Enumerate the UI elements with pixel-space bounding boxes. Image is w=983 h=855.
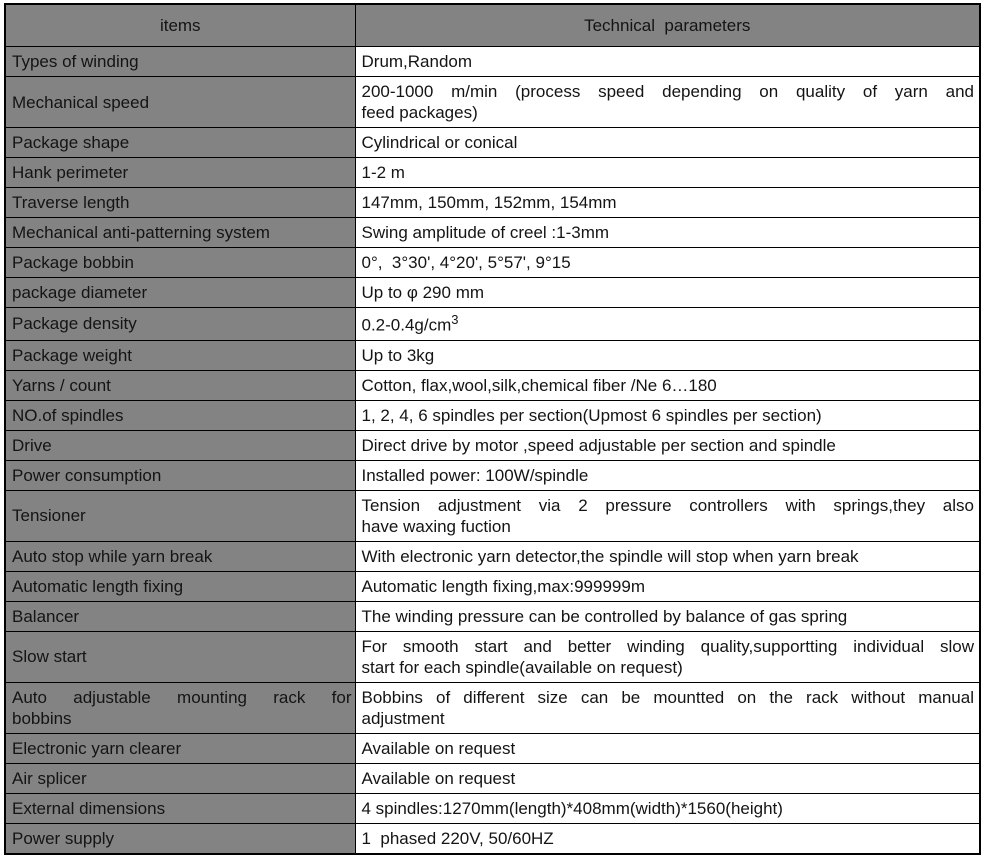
value-cell-line: Available on request: [361, 768, 516, 788]
item-cell: [5, 631, 355, 682]
value-cell: [355, 823, 980, 854]
value-cell: [355, 158, 980, 188]
item-cell: [5, 763, 355, 793]
item-cell: [5, 571, 355, 601]
value-cell-line: Bobbins of different size can be mountted on the rack without manual: [361, 687, 974, 707]
value-cell-line: Cylindrical or conical: [361, 133, 518, 152]
item-cell: [5, 77, 355, 128]
item-cell-line: NO.of spindles: [12, 405, 124, 425]
value-cell-line: feed packages): [361, 103, 478, 122]
value-cell-line: 1-2 m: [361, 163, 405, 182]
table-row: [5, 188, 980, 218]
item-cell: [5, 128, 355, 158]
item-cell: [5, 370, 355, 400]
table-body: [5, 47, 980, 854]
value-cell-line: adjustment: [361, 708, 445, 728]
item-cell: [5, 823, 355, 854]
item-cell-line: Package shape: [12, 133, 130, 152]
item-cell-line: Package density: [12, 314, 137, 334]
value-cell: [355, 460, 980, 490]
table-row: [5, 460, 980, 490]
value-cell: [355, 370, 980, 400]
item-cell-line: Drive: [12, 435, 52, 455]
value-cell: [355, 218, 980, 248]
item-cell-line: Traverse length: [12, 193, 130, 212]
value-cell: [355, 47, 980, 77]
value-cell: [355, 278, 980, 308]
value-cell-line: Available on request: [361, 738, 516, 758]
value-cell-line: Swing amplitude of creel :1-3mm: [361, 223, 610, 242]
item-cell: [5, 430, 355, 460]
value-cell: [355, 340, 980, 370]
item-cell-line: Power consumption: [12, 465, 162, 485]
item-cell-line: Mechanical anti-patterning system: [12, 223, 270, 242]
item-cell: [5, 218, 355, 248]
item-cell-line: Package bobbin: [12, 253, 134, 272]
table-row: [5, 541, 980, 571]
value-cell-line: 1 phased 220V, 50/60HZ: [361, 828, 554, 848]
table-row: [5, 218, 980, 248]
value-cell-line: $0.2-0.4g/cm^3$: [361, 312, 459, 335]
value-cell-line: 0°, 3°30', 4°20', 5°57', 9°15: [361, 253, 571, 272]
value-cell: [355, 430, 980, 460]
column-header-parameters: Technical parameters: [355, 4, 980, 47]
item-cell: [5, 733, 355, 763]
value-cell-line: Direct drive by motor ,speed adjustable per section and spindle: [361, 435, 836, 455]
item-cell-line: Mechanical speed: [12, 92, 150, 112]
item-cell: [5, 308, 355, 341]
value-cell-line: 147mm, 150mm, 152mm, 154mm: [361, 193, 617, 212]
item-cell-line: Auto adjustable mounting rack for: [12, 687, 352, 707]
table-row: [5, 490, 980, 541]
table-row: [5, 793, 980, 823]
value-cell-line: Up to φ 290 mm: [361, 283, 485, 302]
value-cell: [355, 490, 980, 541]
item-cell: [5, 682, 355, 733]
table-row: [5, 308, 980, 341]
item-cell: [5, 158, 355, 188]
value-cell-line: Automatic length fixing,max:999999m: [361, 576, 645, 596]
value-cell-line: Up to 3kg: [361, 345, 435, 365]
table-row: [5, 400, 980, 430]
value-cell: [355, 188, 980, 218]
value-cell-line: have waxing fuction: [361, 516, 511, 536]
item-cell: [5, 400, 355, 430]
value-cell: [355, 541, 980, 571]
table-row: [5, 158, 980, 188]
table-row: [5, 278, 980, 308]
value-cell: [355, 631, 980, 682]
header-row: [5, 4, 980, 47]
value-cell-line: 1, 2, 4, 6 spindles per section(Upmost 6 spindles per section): [361, 405, 822, 425]
value-cell: [355, 601, 980, 631]
value-cell: [355, 248, 980, 278]
table-row: [5, 248, 980, 278]
value-cell: [355, 77, 980, 128]
value-cell: [355, 733, 980, 763]
value-cell-line: For smooth start and better winding quality,supportting individual slow: [361, 636, 974, 656]
item-cell-line: Types of winding: [12, 52, 139, 71]
column-header-items: items: [5, 4, 355, 47]
table-row: [5, 823, 980, 854]
item-cell-line: Package weight: [12, 345, 133, 365]
item-cell-line: Hank perimeter: [12, 163, 129, 182]
value-cell: [355, 128, 980, 158]
value-cell-line: Installed power: 100W/spindle: [361, 465, 589, 485]
value-cell: [355, 400, 980, 430]
item-cell: [5, 601, 355, 631]
table-row: [5, 601, 980, 631]
item-cell: [5, 278, 355, 308]
table-row: [5, 682, 980, 733]
table-row: [5, 47, 980, 77]
item-cell-line: Auto stop while yarn break: [12, 546, 213, 566]
item-cell: [5, 47, 355, 77]
value-cell-line: 4 spindles:1270mm(length)*408mm(width)*1560(height): [361, 798, 783, 818]
value-cell-line: Cotton, flax,wool,silk,chemical fiber /Ne 6…180: [361, 375, 717, 395]
item-cell: [5, 248, 355, 278]
value-cell-line: With electronic yarn detector,the spindle will stop when yarn break: [361, 546, 859, 566]
value-cell: [355, 682, 980, 733]
value-cell-line: start for each spindle(available on request): [361, 657, 683, 677]
technical-parameters-table: [4, 3, 981, 855]
table-row: [5, 763, 980, 793]
item-cell-line: package diameter: [12, 283, 148, 302]
table-row: [5, 430, 980, 460]
table-row: [5, 340, 980, 370]
item-cell-line: Balancer: [12, 606, 80, 626]
item-cell-line: Power supply: [12, 828, 115, 848]
item-cell: [5, 340, 355, 370]
item-cell-line: bobbins: [12, 708, 72, 728]
item-cell-line: Tensioner: [12, 506, 86, 526]
value-cell-line: Drum,Random: [361, 52, 473, 71]
value-cell: [355, 763, 980, 793]
item-cell: [5, 490, 355, 541]
table-row: [5, 128, 980, 158]
item-cell-line: Slow start: [12, 647, 87, 667]
item-cell-line: Electronic yarn clearer: [12, 738, 182, 758]
superscript: 3: [451, 312, 459, 327]
value-cell-line: The winding pressure can be controlled by balance of gas spring: [361, 606, 848, 626]
table-row: [5, 77, 980, 128]
item-cell-line: Yarns / count: [12, 375, 111, 395]
value-cell-line: Tension adjustment via 2 pressure controllers with springs,they also: [361, 495, 974, 515]
item-cell-line: Air splicer: [12, 768, 87, 788]
item-cell-line: External dimensions: [12, 798, 166, 818]
table-row: [5, 631, 980, 682]
table-row: [5, 733, 980, 763]
item-cell: [5, 460, 355, 490]
table-row: [5, 370, 980, 400]
table-row: [5, 571, 980, 601]
table-header: [5, 4, 980, 47]
item-cell: [5, 793, 355, 823]
item-cell: [5, 188, 355, 218]
item-cell: [5, 541, 355, 571]
value-cell: [355, 308, 980, 341]
value-cell-line: 200-1000 m/min (process speed depending on quality of yarn and: [361, 82, 974, 101]
value-cell: [355, 793, 980, 823]
item-cell-line: Automatic length fixing: [12, 576, 184, 596]
value-cell: [355, 571, 980, 601]
